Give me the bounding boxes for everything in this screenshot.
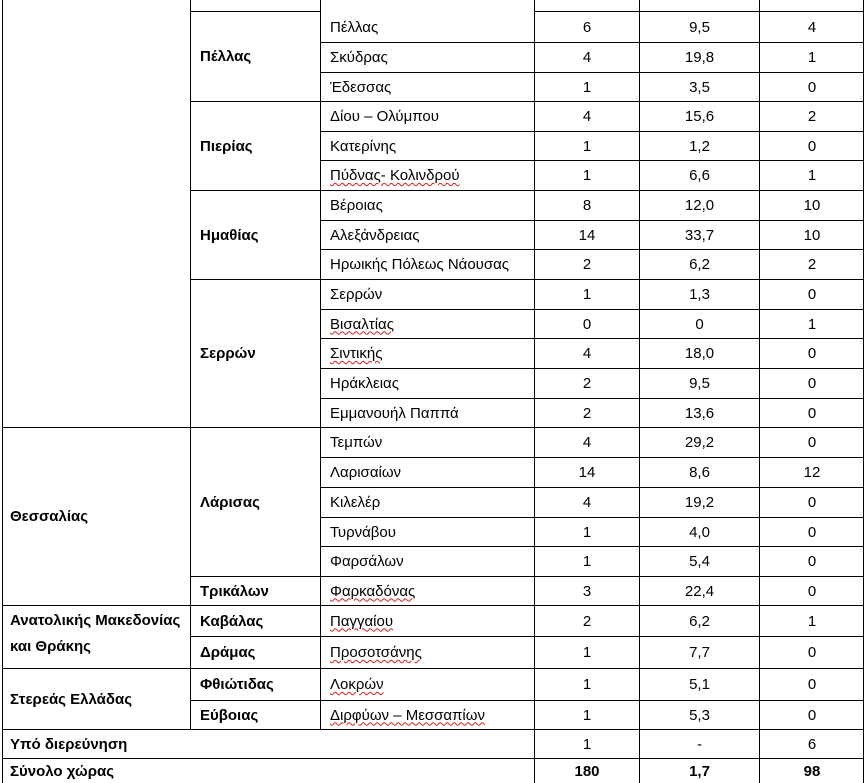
municipality-cell: Σερρών bbox=[330, 286, 383, 303]
municipality-cell: Λαρισαίων bbox=[330, 464, 402, 481]
cases-cell: 2 bbox=[582, 256, 592, 273]
municipality-cell: Παγγαίου bbox=[330, 612, 394, 630]
third-value-cell: 0 bbox=[807, 553, 817, 570]
prefecture-divider bbox=[190, 636, 320, 637]
under-investigation-third: 6 bbox=[807, 735, 817, 753]
row-divider bbox=[320, 249, 863, 250]
cases-cell: 1 bbox=[582, 644, 592, 661]
footer-divider bbox=[2, 729, 863, 730]
row-divider bbox=[320, 72, 863, 73]
under-investigation-rate: - bbox=[697, 735, 702, 753]
municipality-cell: Τυρνάβου bbox=[330, 523, 396, 541]
region-label: Θεσσαλίας bbox=[10, 508, 89, 525]
row-divider bbox=[320, 279, 863, 280]
municipality-cell: Πύδνας- Κολινδρού bbox=[330, 167, 460, 184]
cases-cell: 8 bbox=[582, 197, 592, 214]
cases-cell: 1 bbox=[582, 676, 592, 693]
under-investigation-cases: 1 bbox=[582, 735, 592, 753]
prefecture-label: Καβάλας bbox=[200, 612, 264, 630]
region-divider bbox=[2, 605, 190, 606]
cases-cell: 1 bbox=[582, 706, 592, 724]
third-value-cell: 10 bbox=[803, 226, 821, 244]
third-value-cell: 2 bbox=[807, 108, 817, 125]
prefecture-label: Φθιώτιδας bbox=[200, 676, 274, 693]
cases-cell: 14 bbox=[578, 226, 596, 244]
prefecture-label: Σερρών bbox=[200, 345, 256, 362]
under-investigation-label: Υπό διερεύνηση bbox=[10, 735, 128, 753]
rate-cell: 22,4 bbox=[684, 582, 715, 600]
row-divider bbox=[320, 427, 863, 428]
row-divider bbox=[320, 576, 863, 577]
row-divider bbox=[320, 517, 863, 518]
row-divider bbox=[320, 101, 863, 102]
municipality-cell: Ηράκλειας bbox=[330, 375, 399, 392]
region-label-line1: Ανατολικής Μακεδονίας bbox=[10, 612, 181, 629]
third-value-cell: 0 bbox=[807, 644, 817, 661]
third-value-cell: 0 bbox=[807, 78, 817, 96]
rate-cell: 6,2 bbox=[689, 256, 710, 273]
rate-cell: 5,4 bbox=[689, 553, 710, 570]
municipality-cell: Έδεσσας bbox=[330, 78, 392, 96]
rate-cell: 18,0 bbox=[684, 345, 715, 362]
row-divider bbox=[534, 11, 863, 12]
third-value-cell: 0 bbox=[807, 582, 817, 600]
table-border-left bbox=[2, 0, 3, 783]
cases-cell: 4 bbox=[582, 108, 592, 125]
row-divider bbox=[320, 131, 863, 132]
footer-divider bbox=[2, 758, 863, 759]
rate-cell: 7,7 bbox=[689, 644, 710, 661]
third-value-cell: 12 bbox=[803, 464, 821, 481]
municipality-cell: Σκύδρας bbox=[330, 49, 388, 66]
municipality-cell: Σιντικής bbox=[330, 345, 383, 362]
municipality-cell: Εμμανουήλ Παππά bbox=[330, 404, 459, 422]
cases-cell: 4 bbox=[582, 494, 592, 511]
cases-cell: 1 bbox=[582, 137, 592, 155]
third-value-cell: 0 bbox=[807, 706, 817, 724]
row-divider bbox=[320, 220, 863, 221]
rate-cell: 6,6 bbox=[689, 167, 710, 184]
prefecture-divider bbox=[190, 427, 320, 428]
third-value-cell: 1 bbox=[807, 49, 817, 66]
region-label: Στερεάς Ελλάδας bbox=[10, 690, 132, 708]
third-value-cell: 0 bbox=[807, 375, 817, 392]
row-divider bbox=[320, 457, 863, 458]
rate-cell: 1,2 bbox=[689, 137, 710, 155]
rate-cell: 9,5 bbox=[689, 18, 710, 36]
prefecture-label: Εύβοιας bbox=[200, 706, 259, 724]
third-value-cell: 1 bbox=[807, 612, 817, 630]
municipality-cell: Φαρκαδόνας bbox=[330, 582, 416, 600]
municipality-cell: Αλεξάνδρειας bbox=[330, 226, 420, 244]
third-value-cell: 0 bbox=[807, 676, 817, 693]
prefecture-divider bbox=[190, 190, 320, 191]
rate-cell: 4,0 bbox=[689, 523, 710, 541]
rate-cell: 15,6 bbox=[684, 108, 715, 125]
rate-cell: 8,6 bbox=[689, 464, 710, 481]
third-value-cell: 0 bbox=[807, 434, 817, 451]
prefecture-label: Τρικάλων bbox=[200, 582, 269, 600]
third-value-cell: 0 bbox=[807, 494, 817, 511]
prefecture-divider bbox=[190, 576, 320, 577]
cases-cell: 3 bbox=[582, 582, 592, 600]
cases-cell: 1 bbox=[582, 167, 592, 184]
municipality-cell: Διρφύων – Μεσσαπίων bbox=[330, 706, 485, 724]
cases-cell: 1 bbox=[582, 78, 592, 96]
region-divider bbox=[2, 427, 190, 428]
prefecture-column-border bbox=[190, 0, 191, 729]
cases-cell: 1 bbox=[582, 286, 592, 303]
third-value-cell: 0 bbox=[807, 286, 817, 303]
municipality-cell: Προσοτσάνης bbox=[330, 644, 422, 661]
national-total-label: Σύνολο χώρας bbox=[10, 763, 115, 780]
rate-cell: 12,0 bbox=[684, 197, 715, 214]
cases-cell: 4 bbox=[582, 434, 592, 451]
rate-cell: 3,5 bbox=[689, 78, 710, 96]
prefecture-divider bbox=[190, 668, 320, 669]
rate-cell: 13,6 bbox=[684, 404, 715, 422]
row-divider bbox=[320, 605, 863, 606]
municipality-column-border bbox=[320, 0, 321, 729]
cases-cell: 1 bbox=[582, 553, 592, 570]
third-value-cell: 2 bbox=[807, 256, 817, 273]
municipality-cell: Κιλελέρ bbox=[330, 494, 381, 511]
municipality-cell: Τεμπών bbox=[330, 434, 383, 451]
cases-cell: 1 bbox=[582, 523, 592, 541]
row-divider bbox=[320, 190, 863, 191]
row-divider bbox=[320, 668, 863, 669]
region-divider bbox=[2, 668, 190, 669]
third-value-cell: 1 bbox=[807, 167, 817, 184]
municipality-cell: Βισαλτίας bbox=[330, 315, 394, 333]
prefecture-divider bbox=[190, 605, 320, 606]
cases-cell: 6 bbox=[582, 18, 592, 36]
prefecture-divider bbox=[190, 279, 320, 280]
row-divider bbox=[320, 160, 863, 161]
row-divider bbox=[320, 398, 863, 399]
municipality-cell: Ηρωικής Πόλεως Νάουσας bbox=[330, 256, 510, 273]
row-divider bbox=[320, 636, 863, 637]
prefecture-label: Ημαθίας bbox=[200, 226, 259, 244]
cases-cell: 14 bbox=[578, 464, 596, 481]
municipality-cell: Πέλλας bbox=[330, 18, 379, 36]
rate-cell: 5,3 bbox=[689, 706, 710, 724]
prefecture-label: Λάρισας bbox=[200, 493, 260, 511]
prefecture-divider bbox=[190, 101, 320, 102]
row-divider bbox=[320, 368, 863, 369]
municipality-cell: Βέροιας bbox=[330, 197, 383, 214]
prefecture-divider bbox=[190, 11, 320, 12]
prefecture-divider bbox=[190, 700, 320, 701]
national-total-rate: 1,7 bbox=[689, 763, 710, 780]
third-value-cell: 4 bbox=[807, 18, 817, 36]
municipality-cell: Λοκρών bbox=[330, 676, 384, 693]
third-value-cell: 10 bbox=[803, 197, 821, 214]
region-label-line2: και Θράκης bbox=[10, 638, 91, 655]
national-total-cases: 180 bbox=[574, 763, 600, 780]
row-divider bbox=[320, 309, 863, 310]
row-divider bbox=[320, 487, 863, 488]
row-divider bbox=[320, 546, 863, 547]
prefecture-label: Πέλλας bbox=[200, 48, 252, 65]
third-value-cell: 0 bbox=[807, 404, 817, 422]
municipality-cell: Δίου – Ολύμπου bbox=[330, 108, 439, 125]
rate-cell: 29,2 bbox=[684, 434, 715, 451]
rate-cell: 6,2 bbox=[689, 612, 710, 630]
rate-cell: 1,3 bbox=[689, 286, 710, 303]
third-value-cell: 1 bbox=[807, 315, 817, 333]
third-value-cell: 0 bbox=[807, 523, 817, 541]
row-divider bbox=[320, 42, 863, 43]
cases-cell: 2 bbox=[582, 375, 592, 392]
rate-cell: 5,1 bbox=[689, 676, 710, 693]
national-total-third: 98 bbox=[803, 763, 821, 780]
cases-cell: 2 bbox=[582, 404, 592, 422]
third-value-cell: 0 bbox=[807, 137, 817, 155]
rate-cell: 19,2 bbox=[684, 494, 715, 511]
municipality-cell: Κατερίνης bbox=[330, 137, 397, 155]
rate-cell: 9,5 bbox=[689, 375, 710, 392]
third-value-cell: 0 bbox=[807, 345, 817, 362]
row-divider bbox=[320, 338, 863, 339]
cases-cell: 2 bbox=[582, 612, 592, 630]
municipality-cell: Φαρσάλων bbox=[330, 553, 404, 570]
cases-cell: 4 bbox=[582, 49, 592, 66]
row-divider bbox=[320, 700, 863, 701]
cases-cell: 0 bbox=[582, 315, 592, 333]
rate-cell: 19,8 bbox=[684, 49, 715, 66]
rate-cell: 0 bbox=[695, 315, 704, 333]
cases-cell: 4 bbox=[582, 345, 592, 362]
rate-cell: 33,7 bbox=[684, 226, 715, 244]
prefecture-label: Πιερίας bbox=[200, 137, 253, 155]
prefecture-label: Δράμας bbox=[200, 644, 256, 661]
